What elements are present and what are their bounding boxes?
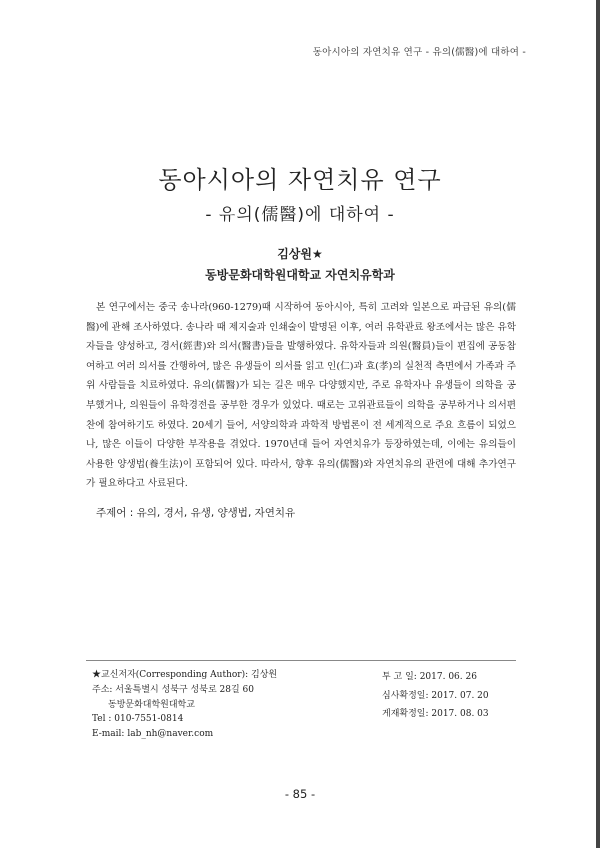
publication-dates <box>382 668 489 724</box>
page-number: - 85 - <box>284 787 316 801</box>
reviewed-date: 심사확정일: 2017. 07. 20 <box>382 690 489 701</box>
corresponding-author: ★교신저자(Corresponding Author): 김상원 <box>92 670 278 680</box>
paper-subtitle: - 유의(儒醫)에 대하여 - <box>205 205 395 225</box>
keywords: 주제어 : 유의, 경서, 유생, 양생법, 자연치유 <box>96 507 296 519</box>
telephone: Tel : 010-7551-0814 <box>92 714 184 725</box>
accepted-date: 게재확정일: 2017. 08. 03 <box>382 709 489 719</box>
abstract-text: 본 연구에서는 중국 송나라(960-1279)때 시작하여 동아시아, 특히 고려와 일본으로 파급된 유의(儒醫)에 관해 조사하였다. 송나라 때 제지술과 인쇄술이 발명된 이후, 여러 유학관료 왕조에서는 많은 유학자들을 양성하고, 경서(經書)와 의서(醫書)들을 발행하였다. 유학자들과 의원(醫員)들이 편집에 공동참여하고 여러 의서를 간행하여, 많은 유생들이 의서를 읽고 인(仁)과 효(孝)의 실천적 측면에서 가족과 주위 사람들을 치료하였다. 유의(儒醫)가 되는 길은 매우 다양했지만, 주로 유학자나 유생들이 의학을 공부했거나, 의원들이 유학경전을 공부한 경우가 있었다. 때로는 고위관료들이 의학을 공부하거나 의서편찬에 참여하기도 하였다. 20세기 들어, 서양의학과 과학적 방법론이 전 세계적으로 주요 흐름이 되었으나, 많은 이들이 다양한 부작용을 겪었다. 1970년대 들어 자연치유가 등장하였는데, 이에는 유의들이 사용한 양생법(養生法)이 포함되어 있다. 따라서, 향후 유의(儒醫)와 자연치유의 관련에 대해 추가연구가 필요하다고 사료된다. <box>86 302 516 490</box>
email: E-mail: lab_nh@naver.com <box>92 729 214 740</box>
corresponding-author-footnote <box>92 668 277 742</box>
author-affiliation: 동방문화대학원대학교 자연치유학과 <box>205 268 395 282</box>
submitted-date: 투 고 일: 2017. 06. 26 <box>382 672 477 682</box>
address-line-2: 동방문화대학원대학교 <box>108 699 195 710</box>
footnote-divider <box>86 660 516 661</box>
page-edge-bar <box>596 0 600 848</box>
paper-title: 동아시아의 자연치유 연구 <box>158 166 442 194</box>
running-head: 동아시아의 자연치유 연구 - 유의(儒醫)에 대하여 - <box>312 47 526 58</box>
address-line-1: 주소: 서울특별시 성북구 성북로 28길 60 <box>92 684 254 695</box>
author-name: 김상원★ <box>277 247 323 261</box>
